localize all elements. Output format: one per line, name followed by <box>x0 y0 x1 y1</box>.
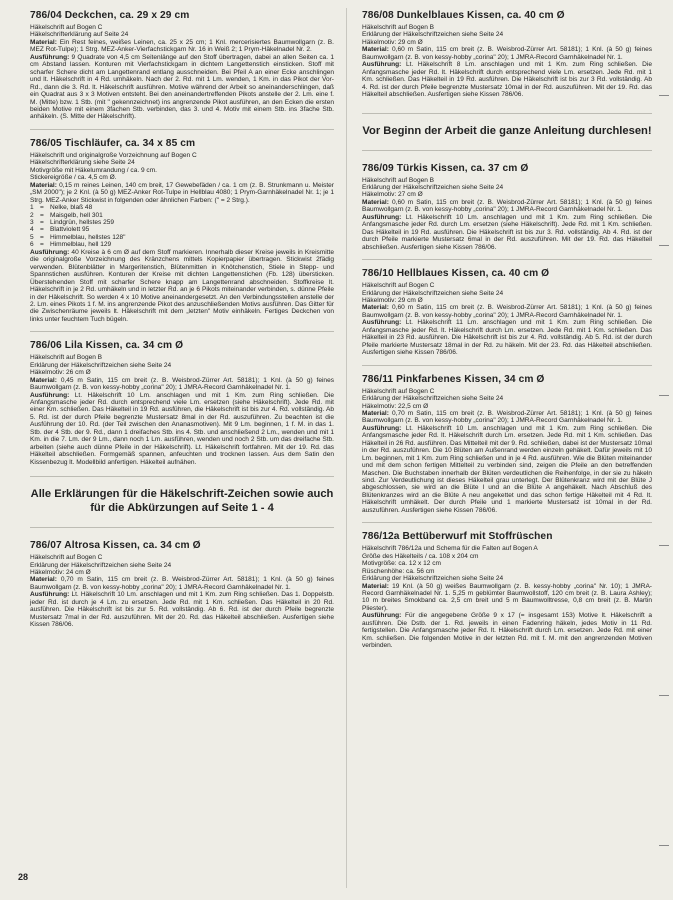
separator <box>362 365 652 366</box>
info-line: Häkelschrift auf Bogen C <box>30 554 103 562</box>
notice-box <box>30 476 334 528</box>
separator <box>362 522 652 523</box>
margin-tick <box>659 395 669 396</box>
color-item: 4 = Blattviolett 95 <box>30 226 90 234</box>
work-label: Ausführung: <box>30 53 70 61</box>
material-label: Material: <box>362 304 389 312</box>
work-label: Ausführung: <box>30 591 70 599</box>
separator <box>30 331 334 332</box>
info-line: Motivgröße: ca. 12 x 12 cm <box>362 560 441 568</box>
section-title: 786/08 Dunkelblaues Kissen, ca. 40 cm Ø <box>362 10 565 21</box>
info-line: Größe des Häkelteils / ca. 108 x 204 cm <box>362 552 479 560</box>
work-text: 9 Quadrate von 4,5 cm Seitenlänge auf den Stoff übertragen, dabei an allen Seiten ca. 1 cm Abstand lassen. Konturen mit Vierfachstickgarn in dichtem Langettenstich einsticken. Stoff mit scharfer Schere dicht am Langettenrand entlang ausschneiden. Bei Pfeil A an einer Ecke anschlingen und lt. Häkelschrift in 4 Rd. umhäkeln. Nach der 2. Rd. mit 1 Lm. wenden, 1 Km. in das Pikot der Vor-Rd., dann die 3. Rd. lt. Häkelschrift ausführen. Motive während der Arbeit so aneinanderschlingen, daß ein Quadrat aus 3 x 3 Motiven entsteht. Bei den aneinandertreffenden Pikots anstelle der 2. Lm. eine f. M. (Mitte) bzw. 1 Stb. (mit " gekennzeichnet) ins angrenzende Pikot ausführen, an den Ecken die ersten beiden Motive mit einem 3fachen Stb. verbinden, das 3. und 4. Motiv mit einem Stb. ins 3fache Stb. anhäkeln. (S. Mitte der Häkelschrift). <box>30 53 334 121</box>
info-line: Häkelschrift auf Bogen B <box>362 24 435 31</box>
material-text: 0,60 m Satin, 115 cm breit (z. B. Weisbrod-Zürrer Art. 58181); 1 Knl. (à 50 g) feines Baumwollgarn (z. B. von kessy-hobby „corina" 20); 1 JMRA-Record Garnhäkelnadel Nr. 1. <box>362 304 652 319</box>
notice-text: Alle Erklärungen für die Häkelschrift-Zeichen sowie auch für die Abkürzungen auf Seite 1 - 4 <box>30 488 334 515</box>
info-line: Häkelmotiv: 24 cm Ø <box>30 569 91 577</box>
left-column <box>30 10 334 637</box>
section-title: 786/07 Altrosa Kissen, ca. 34 cm Ø <box>30 540 201 552</box>
work-label: Ausführung: <box>362 213 402 221</box>
notice-box <box>362 113 652 151</box>
work-label: Ausführung: <box>362 424 402 432</box>
section-title: 786/11 Pinkfarbenes Kissen, 34 cm Ø <box>362 373 545 385</box>
section-title: 786/09 Türkis Kissen, ca. 37 cm Ø <box>362 162 529 174</box>
info-line: Häkelmotiv: 29 cm Ø <box>362 296 423 304</box>
section-786-07 <box>30 540 334 629</box>
info-line: Häkelschrift auf Bogen C <box>362 282 435 290</box>
color-list <box>30 204 334 249</box>
section-786-09 <box>362 163 652 252</box>
info-line: Rüschenhöhe: ca. 56 cm <box>362 567 435 575</box>
info-line: Häkelschrift auf Bogen C <box>362 387 435 395</box>
section-title: 786/04 Deckchen, ca. 29 x 29 cm <box>30 10 190 21</box>
color-item: 5 = Himmelblau, hellstes 128" <box>30 233 126 241</box>
work-text: 40 Kreise à 6 cm Ø auf dem Stoff markieren. Innerhalb dieser Kreise jeweils in Kreismitte die originalgroße Vorzeichnung des Kränzchens mittels Kopierpapier übertragen. Stickwist 2fädig verwenden. Blütenblätter in Margeritenstich, Blütenmitten in Knötchenstich, Stiele in Stepp- und Spannstichen ausführen. Konturen der Kreise mit dichten Langettenstichen (Fb. 128) übersticken. Überstehenden Stoff mit scharfer Schere knapp am Langettenrand abschneiden. Stoffkreise lt. Häkelschrift in je 2 Rd. umhäkeln und in letzter Rd. an je 6 Pikots miteinander verbinden, s. dünne Pfeile in der Häkelschrift. So werden 4 x 10 Motive aneinandergesetzt. An den Verbindungsstellen anstelle der 2. Lm. eines Pikots 1 f. M. ins angrenzende Pikot des anzuschließenden Motivs ausführen. Das Gitter für die Zwischenräume jeweils lt. Häkelschrift mit dem „letzten" Motiv einhäkeln. Fertiges Deckchen von links unter feuchtem Tuch bügeln. <box>30 248 334 323</box>
section-title: 786/12a Bettüberwurf mit Stoffrüschen <box>362 531 553 543</box>
section-786-06 <box>30 340 334 466</box>
material-label: Material: <box>30 181 57 189</box>
info-line: Häkelschrift auf Bogen B <box>30 354 103 362</box>
work-label: Ausführung: <box>362 61 402 69</box>
color-item: 3 = Lindgrün, hellstes 259 <box>30 218 115 226</box>
section-786-12a <box>362 531 652 649</box>
material-text: 0,60 m Satin, 115 cm breit (z. B. Weisbrod-Zürrer Art. 58181); 1 Knl. (à 50 g) feines Baumwollgarn (z. B. von kessy-hobby „corina" 20); 1 JMRA-Record Garnhäkelnadel Nr. 1. <box>362 198 652 214</box>
notice-text: Vor Beginn der Arbeit die ganze Anleitung durchlesen! <box>362 124 652 137</box>
work-label: Ausführung: <box>362 319 402 327</box>
info-line: Häkelschrift auf Bogen B <box>362 176 435 184</box>
margin-tick <box>659 545 669 546</box>
color-item: 1 = Nelke, blaß 48 <box>30 204 93 212</box>
color-item: 2 = Maisgelb, hell 301 <box>30 211 103 219</box>
work-label: Ausführung: <box>30 248 70 256</box>
separator <box>362 259 652 260</box>
info-line: Erklärung der Häkelschriftzeichen siehe Seite 24 <box>30 361 172 369</box>
info-line: Erklärung der Häkelschriftzeichen siehe Seite 24 <box>362 31 504 39</box>
margin-tick <box>659 245 669 246</box>
info-line: Häkelschrift auf Bogen C <box>30 24 103 31</box>
material-label: Material: <box>30 376 57 384</box>
material-label: Material: <box>362 46 389 54</box>
info-line: Häkelschrift und originalgroße Vorzeichnung auf Bogen C <box>30 151 197 159</box>
work-text: Lt. Häkelschrift 11 Lm. anschlagen und mit 1 Km. zum Ring schließen. Die Anfangsmasche jeder Rd. lt. Häkelschrift durch Lm. ersetzen. Jede Rd. mit 1 Km. schließen. Das Häkelteil in 23 Rd. ausführen. Die Häkelschrift ist bis zur 4. Rd. vollständig. Ab 5. Rd. ist der durch Pfeile markierte Mustersatz 18mal in der Rd. zu häkeln. Mit der 23. Rd. das Häkelteil abschließen. Ausfertigen siehe Kissen 786/06. <box>362 319 652 357</box>
section-786-04 <box>30 10 334 121</box>
work-text: Lt. Häkelschrift 10 Lm. anschlagen und mit 1 Km. zum Ring schließen. Die Anfangsmasche jeder Rd. durch entsprechend viele Lm. ersetzen (siehe Häkelschrift). Jede Rd. mit einer Km. schließen. Das Häkelteil in 19 Rd. ausführen, die Häkelschrift ist bis zur 4. Rd. vollständig. Ab 5. Rd. ist der durch Pfeile begrenzte Mustersatz 8mal in der Rd. auszuführen. Zu beachten ist die Ausführung der 10. Rd. (der Teil zwischen den Ananasmotiven). Mit 9 Lm. beginnen, 1 f. M. in das 1. Stb. der 4 Stb. der 9. Rd., dann 1 dreifaches Stb. ins 4. Stb. und anschließend 2 Lm., wenden und mit 1 Km. in die 7. Lm. der 9 Lm., dann noch 1 Lm. ausführen, wenden und noch 2 Stb. um das dreifache Stb. arbeiten (siehe auch dünne Pfeile in der Häkelschrift). Lt. Häkelschrift fortfahren. Mit der 19. Rd. das Häkelteil abschließen. Formgemäß spannen, anfeuchten und trocknen lassen. Aus dem Satin den Kissenbezug lt. Modellbild anfertigen. Häkelteil aufnähen. <box>30 391 334 466</box>
info-line: Häkelmotiv: 26 cm Ø <box>30 369 91 377</box>
work-text: Für die angegebene Größe 9 x 17 (= insgesamt 153) Motive lt. Häkelschrift a ausführen. Die Dstb. der 1. Rd. jeweils in einen Fadenring häkeln, jedes Motiv in 11 Rd. fertigstellen. Die Anfangsmasche jeder Rd. lt. Häkelschrift durch Lm. ersetzen. Jede Rd. mit einer Km. schließen. Die folgenden Motive in der letzten Rd. mit f. M. mit den angrenzenden Motiven verbinden. <box>362 612 652 650</box>
section-786-11 <box>362 374 652 515</box>
info-line: Erklärung der Häkelschriftzeichen siehe Seite 24 <box>362 395 504 403</box>
material-label: Material: <box>30 38 57 46</box>
page-number: 28 <box>18 872 29 882</box>
info-line: Häkelmotiv: 22,5 cm Ø <box>362 402 429 410</box>
material-label: Material: <box>362 198 389 206</box>
info-line: Häkelmotiv: 29 cm Ø <box>362 38 423 46</box>
work-text: Lt. Häkelschrift 10 Lm. anschlagen und mit 1 Km. zum Ring schließen. Die Anfangsmasche jeder Rd. lt. Häkelschrift durch Lm. ersetzen. Jede Rd. mit 1 Km. schließen. Das Häkelteil in 26 Rd. ausführen. Das Mittelteil mit der 9. Rd. schließen, dabei ist der Mustersatz 10mal in der Rd. auszuführen. Die 10 Blüten am Außenrand werden einzeln gehäkelt. Dafür jeweils mit 10 Lm. beginnen, mit 1 Km. zum Ring schließen und in je 4 Rd. ausführen. Wie die Blüten miteinander und mit dem schon fertigen Mittelteil zu verbinden sind, zeigen die Pfeile an den betreffenden Maschen. Die Buchstaben innerhalb der Blüten verdeutlichen die Reihenfolge, in der sie zu häkeln sind. Zur Verdeutlichung ist dieses Häkelteil grau unterlegt. Der Blütenkranz wird mit der Blüte J abgeschlossen, sie wird an die Blüte I und an die Blüte A angehäkelt. Nach Abschluß des Blütenkranzes wird an die Blüte A neu angekettet und das schon fertige Häkelteil mit 4 Rd. lt. Häkelschrift umhäkelt. Der durch Pfeile und 1 markierte Mustersatz ist 10mal in der Rd. auszuführen. Ausfertigen siehe Kissen 786/06. <box>362 424 652 514</box>
material-text: 0,45 m Satin, 115 cm breit (z. B. Weisbrod-Zürrer Art. 58181); 1 Knl. (à 50 g) feines Baumwollgarn (z. B. von kessy-hobby „corina" 20); 1 JMRA-Record Garnhäkelnadel Nr. 1. <box>30 376 334 392</box>
material-label: Material: <box>362 409 389 417</box>
material-text: Ein Rest feines, weißes Leinen, ca. 25 x 25 cm; 1 Knl. mercerisiertes Baumwollgarn (z. B. MEZ Rot-Tulpe); 1 Strg. MEZ-Anker-Vierfachstickgarn Nr. 16 in Weiß 2; 1 Prym-Häkelnadel Nr. 2. <box>30 38 334 54</box>
material-text: 0,70 m Satin, 115 cm breit (z. B. Weisbrod-Zürrer Art. 58181); 1 Knl. (à 50 g) feines Baumwollgarn (z. B. von kessy-hobby „corina" 20); 1 JMRA-Record Garnhäkelnadel Nr. 1. <box>30 576 334 591</box>
work-text: Lt. Häkelschrift 8 Lm. anschlagen und mit 1 Km. zum Ring schließen. Die Anfangsmasche jeder Rd. lt. Häkelschrift durch entsprechend viele Lm. ersetzen. Jede Rd. mit 1 Km. schließen. Das Häkelteil in 19 Rd. ausführen. Die Häkelschrift ist bis zur 3 Rd. vollständig. Ab 4. Rd. ist der durch Pfeile begrenzte Mustersatz 10mal in der Rd. auszuführen. Mit der 19. Rd. das Häkelteil abschließen. Ausfertigen siehe Kissen 786/06. <box>362 61 652 99</box>
section-title: 786/05 Tischläufer, ca. 34 x 85 cm <box>30 137 196 149</box>
separator <box>30 129 334 130</box>
color-item: 6 = Himmelblau, hell 129 <box>30 241 112 249</box>
info-line: Häkelschrift 786/12a und Schema für die Falten auf Bogen A <box>362 545 538 553</box>
work-text: Lt. Häkelschrift 10 Lm. anschlagen und mit 1 Km. zum Ring schließen. Die Anfangsmasche jeder Rd. durch Lm. ersetzen (siehe Häkelschrift). Jede Rd. mit 1 Km. schließen. Das Häkelteil in 19 Rd. ausführen. Die Häkelschrift ist bis zur 3. Rd. vollständig. Ab 4. Rd. ist der durch Pfeile markierte Mustersatz 6mal in der Rd. auszuführen. Mit der 19. Rd. das Häkelteil abschließen. Ausfertigen siehe Kissen 786/06. <box>362 213 652 251</box>
material-text: 0,70 m Satin, 115 cm breit (z. B. Weisbrod-Zürrer Art. 58181); 1 Knl. (à 50 g) feines Baumwollgarn (z. B. von kessy-hobby „corina" 20); 1 JMRA-Record Garnhäkelnadel Nr. 1. <box>362 409 652 425</box>
column-divider <box>346 8 347 888</box>
material-label: Material: <box>30 576 57 584</box>
work-label: Ausführung: <box>30 391 70 399</box>
info-line: Häkelschrifterklärung auf Seite 24 <box>30 31 129 39</box>
material-text: 0,15 m reines Leinen, 140 cm breit, 17 Gewebefäden / ca. 1 cm (z. B. Strunkmann u. Meister „SM 2000"); je 2 Knl. (à 50 g) MEZ-Anker Rot-Tulpe in Hellblau 4080; 1 Prym-Garnhäkelnadel Nr. 1; je 1 Strg. MEZ-Anker Stickwist in folgenden oder ähnlichen Farben: (" = 2 Strg.). <box>30 181 334 204</box>
work-text: Lt. Häkelschrift 10 Lm. anschlagen und mit 1 Km. zum Ring schließen. Das 1. Doppelstb. jeder Rd. ist durch je 4 Lm. zu ersetzen. Jede Rd. mit 1 Km. schließen. Das Häkelteil in 20 Rd. ausführen. Die Häkelschrift ist bis zur 5. Rd. vollständig. Ab 6. Rd. ist der durch Pfeile begrenzte Mustersatz 7mal in der Rd. auszuführen. Mit der 20. Rd. das Häkelteil abschließen. Ausfertigen siehe Kissen 786/06. <box>30 591 334 629</box>
work-label: Ausführung: <box>362 612 402 620</box>
info-line: Stickereigröße / ca. 4,5 cm Ø. <box>30 174 117 182</box>
right-column <box>362 10 652 658</box>
info-line: Erklärung der Häkelschriftzeichen siehe Seite 24 <box>30 561 172 569</box>
info-line: Erklärung der Häkelschriftzeichen siehe Seite 24 <box>362 183 504 191</box>
info-line: Häkelschrifterklärung siehe Seite 24 <box>30 159 135 167</box>
material-text: 0,60 m Satin, 115 cm breit (z. B. Weisbrod-Zürrer Art. 58181); 1 Knl. (à 50 g) feines Baumwollgarn (z. B. von kessy-hobby „corina" 20); 1 JMRA-Record Garnhäkelnadel Nr. 1. <box>362 46 652 61</box>
info-line: Erklärung der Häkelschriftzeichen siehe Seite 24 <box>362 575 504 583</box>
material-text: 19 Knl. (à 50 g) weißes Baumwollgarn (z. B. kessy-hobby „corina" Nr. 10); 1 JMRA-Record Garnhäkelnadel Nr. 1. 5,25 m geblümter Baumwollstoff, 120 cm breit (z. B. Laura Ashley); 10 m breites Smokband ca. 2,5 cm breit und 5 m Baumwolltresse, 0,8 cm breit (z. B. Martin Pliester). <box>362 582 652 612</box>
info-line: Häkelmotiv: 27 cm Ø <box>362 191 423 199</box>
section-title: 786/10 Hellblaues Kissen, ca. 40 cm Ø <box>362 268 550 280</box>
section-786-05 <box>30 138 334 323</box>
material-label: Material: <box>362 582 389 590</box>
section-786-10 <box>362 268 652 357</box>
margin-tick <box>659 95 669 96</box>
info-line: Motivgröße mit Häkelumrandung / ca. 9 cm. <box>30 166 157 174</box>
margin-tick <box>659 695 669 696</box>
section-786-08 <box>362 10 652 99</box>
margin-tick <box>659 845 669 846</box>
info-line: Erklärung der Häkelschriftzeichen siehe Seite 24 <box>362 289 504 297</box>
section-title: 786/06 Lila Kissen, ca. 34 cm Ø <box>30 340 184 352</box>
